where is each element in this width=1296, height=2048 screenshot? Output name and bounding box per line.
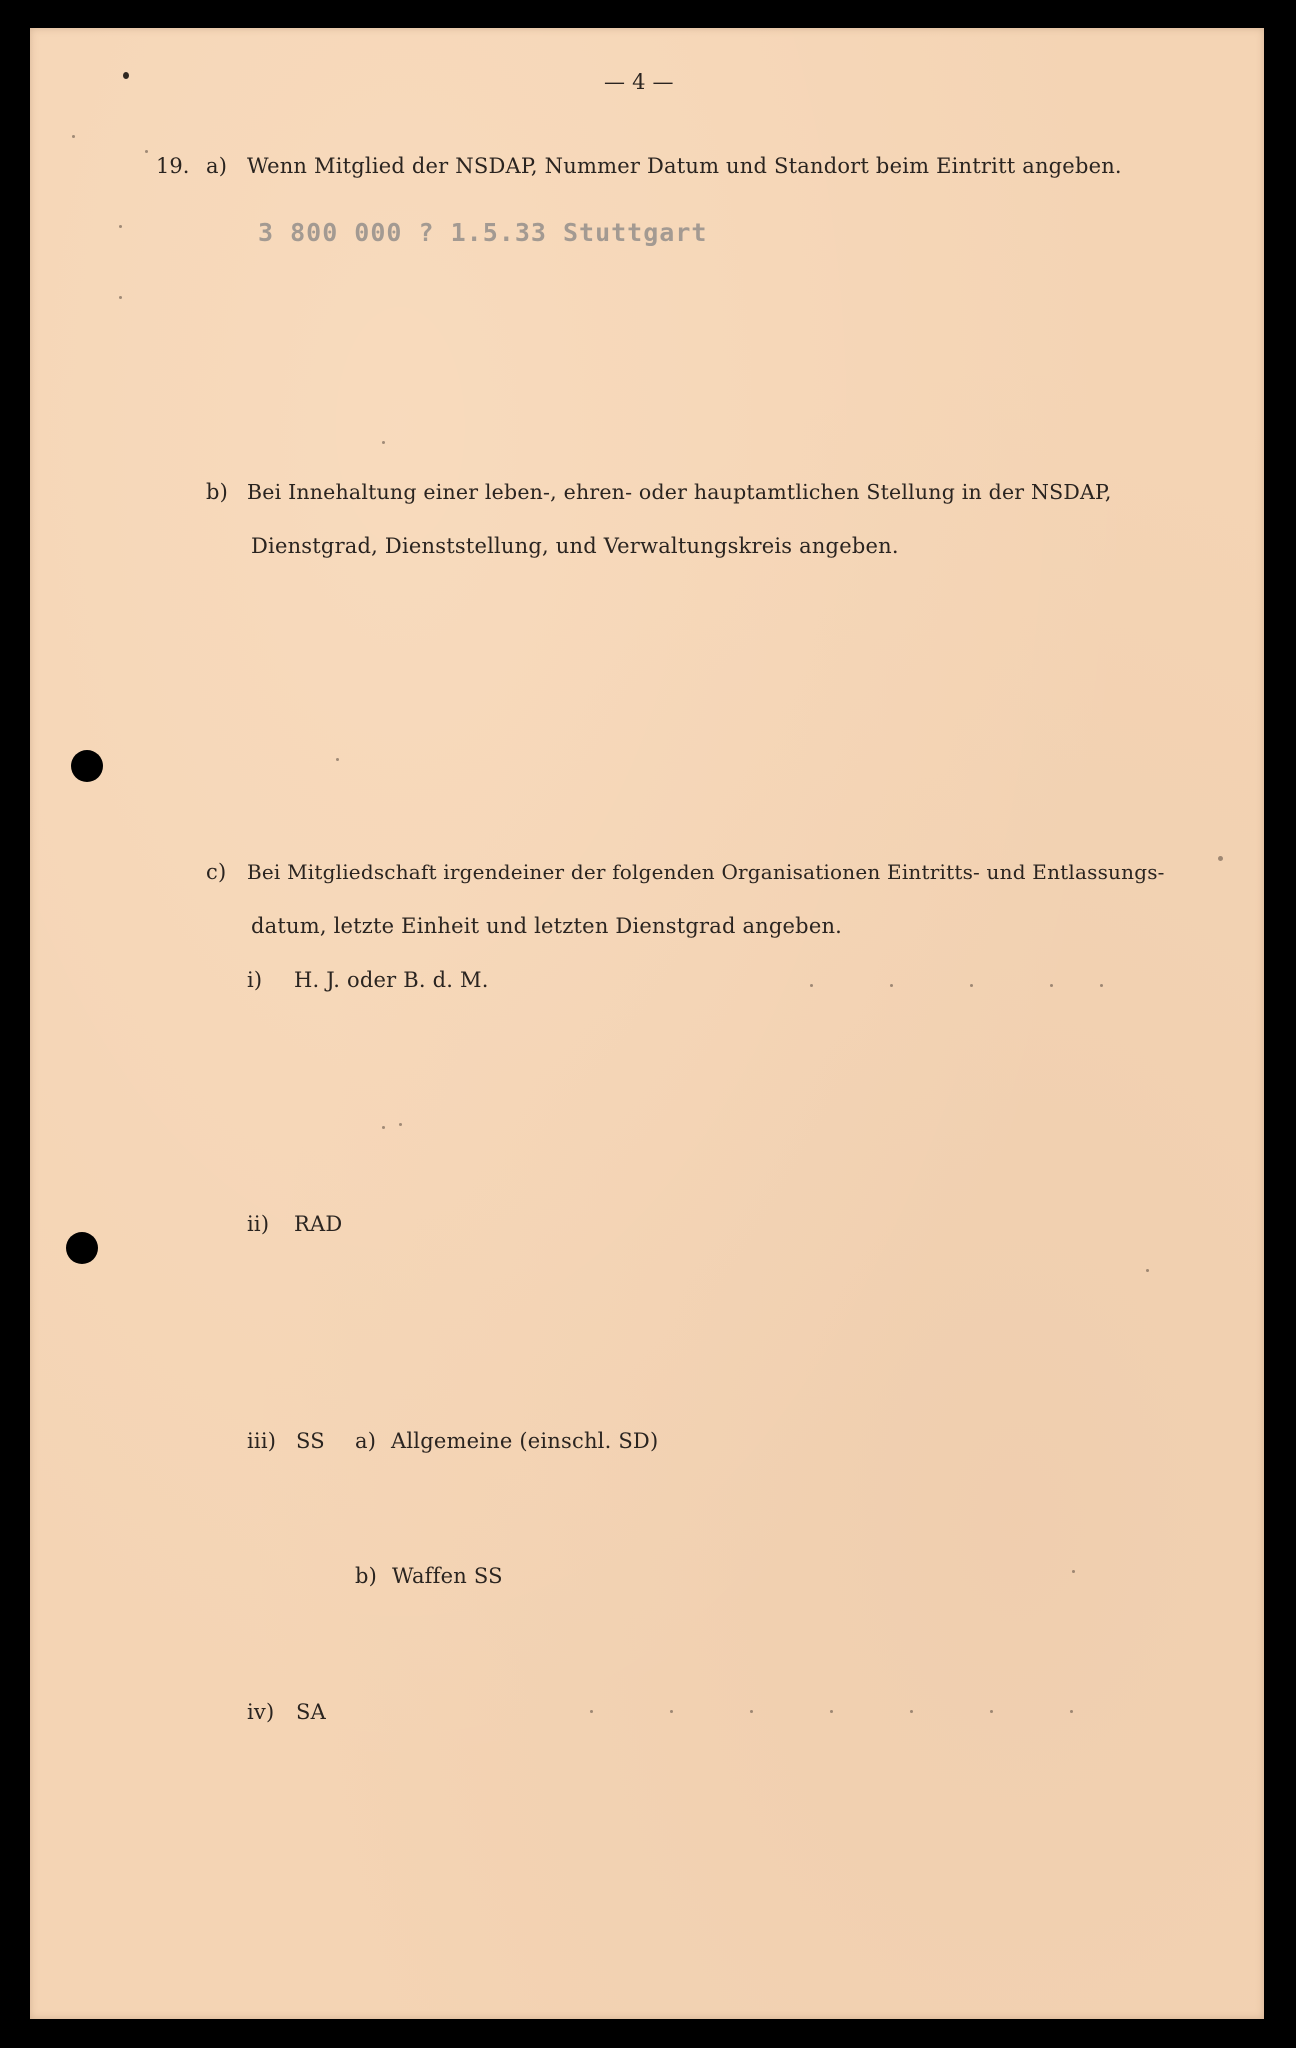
paper-speck bbox=[1050, 984, 1053, 987]
paper-speck bbox=[1072, 1570, 1075, 1573]
item-rad-text: RAD bbox=[294, 1212, 343, 1236]
paper-speck bbox=[382, 441, 385, 444]
paper-speck bbox=[750, 1710, 753, 1713]
paper-speck bbox=[830, 1710, 833, 1713]
item-ss-b-label: b) bbox=[355, 1564, 378, 1588]
q19c-label: c) bbox=[206, 860, 227, 884]
paper-speck bbox=[970, 984, 973, 987]
document-page bbox=[30, 28, 1264, 2019]
paper-speck bbox=[1100, 984, 1103, 987]
paper-speck bbox=[72, 135, 75, 138]
paper-speck bbox=[1218, 856, 1223, 861]
paper-speck bbox=[990, 1710, 993, 1713]
paper-speck bbox=[119, 296, 122, 299]
item-ss-text: SS bbox=[296, 1429, 325, 1453]
punch-hole-top bbox=[71, 750, 103, 782]
paper-speck bbox=[910, 1710, 913, 1713]
paper-speck bbox=[1070, 1710, 1073, 1713]
q19a-typed-answer: 3 800 000 ? 1.5.33 Stuttgart bbox=[258, 218, 708, 247]
q19c-question-line1: Bei Mitgliedschaft irgendeiner der folgenden Organisationen Eintritts- und Entlassungs- bbox=[247, 860, 1165, 884]
item-rad-label: ii) bbox=[247, 1212, 270, 1236]
item-hj-text: H. J. oder B. d. M. bbox=[294, 968, 489, 992]
q19c-question-line2: datum, letzte Einheit und letzten Dienstgrad angeben. bbox=[251, 914, 843, 938]
item-ss-b-text: Waffen SS bbox=[392, 1564, 503, 1588]
punch-hole-bottom bbox=[66, 1232, 98, 1264]
paper-speck bbox=[336, 758, 339, 761]
paper-speck bbox=[123, 72, 129, 79]
item-sa-label: iv) bbox=[247, 1700, 275, 1724]
q19a-question: Wenn Mitglied der NSDAP, Nummer Datum und Standort beim Eintritt angeben. bbox=[247, 154, 1122, 178]
q19b-question-line2: Dienstgrad, Dienststellung, und Verwaltungskreis angeben. bbox=[251, 534, 899, 558]
page-number: — 4 — bbox=[604, 70, 674, 94]
paper-speck bbox=[890, 984, 893, 987]
paper-speck bbox=[1146, 1269, 1149, 1272]
item-ss-a-label: a) bbox=[355, 1429, 377, 1453]
q19b-question-line1: Bei Innehaltung einer leben-, ehren- oder hauptamtlichen Stellung in der NSDAP, bbox=[247, 480, 1112, 504]
item-hj-label: i) bbox=[247, 968, 263, 992]
paper-speck bbox=[145, 150, 148, 153]
q19b-label: b) bbox=[206, 480, 229, 504]
item-ss-a-text: Allgemeine (einschl. SD) bbox=[391, 1429, 659, 1453]
paper-speck bbox=[119, 225, 122, 228]
item-ss-label: iii) bbox=[247, 1429, 277, 1453]
paper-speck bbox=[590, 1710, 593, 1713]
paper-speck bbox=[382, 1126, 385, 1129]
item-sa-text: SA bbox=[296, 1700, 326, 1724]
paper-speck bbox=[399, 1123, 402, 1126]
paper-speck bbox=[670, 1710, 673, 1713]
q19a-label: a) bbox=[206, 154, 228, 178]
paper-speck bbox=[810, 984, 813, 987]
question-number: 19. bbox=[156, 154, 190, 178]
